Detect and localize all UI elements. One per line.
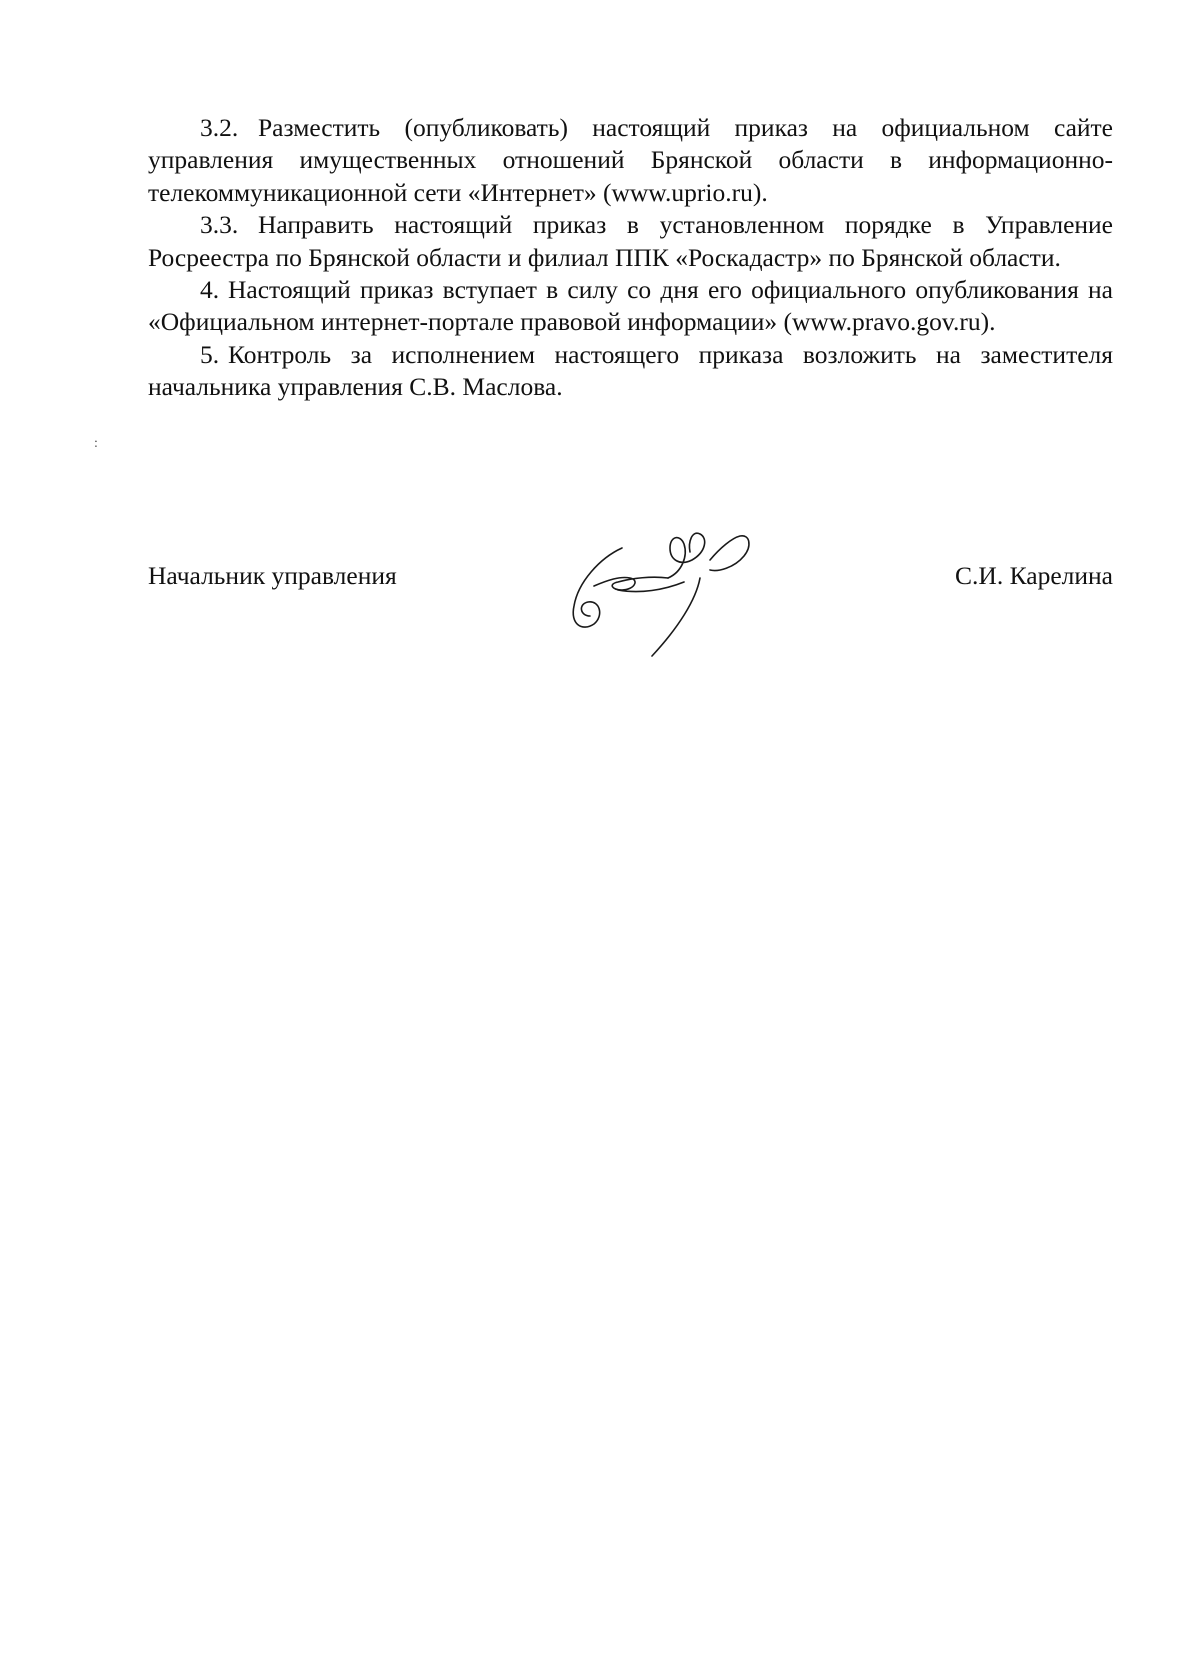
paragraph-5 [148, 339, 1113, 404]
scan-mark: : [94, 436, 98, 451]
paragraph-text: Направить настоящий приказ в установленном порядке в Управление Росреестра по Брянской области и филиал ППК «Роскадастр» по Брянской области. [148, 210, 1113, 272]
signer-title: Начальник управления [148, 561, 397, 590]
document-body [148, 112, 1113, 404]
paragraph-number: 3.3. [200, 210, 239, 240]
handwritten-signature [560, 520, 770, 660]
paragraph-text: Разместить (опубликовать) настоящий приказ на официальном сайте управления имущественных отношений Брянской области в информационно-телекоммуникационной сети «Интернет» (www.uprio.ru). [148, 113, 1113, 207]
paragraph-3-3 [148, 209, 1113, 274]
paragraph-3-2 [148, 112, 1113, 209]
paragraph-number: 5. [200, 339, 220, 369]
signer-name: С.И. Карелина [955, 561, 1113, 590]
signature-block [148, 520, 1113, 660]
paragraph-number: 3.2. [200, 113, 239, 142]
paragraph-text: Контроль за исполнением настоящего приказа возложить на заместителя начальника управления С.В. Маслова. [148, 339, 1113, 402]
paragraph-number: 4. [200, 275, 220, 305]
paragraph-text: Настоящий приказ вступает в силу со дня его официального опубликования на «Официальном интернет-портале правовой информации» (www.pravo.gov.ru). [148, 275, 1113, 337]
paragraph-4 [148, 274, 1113, 339]
